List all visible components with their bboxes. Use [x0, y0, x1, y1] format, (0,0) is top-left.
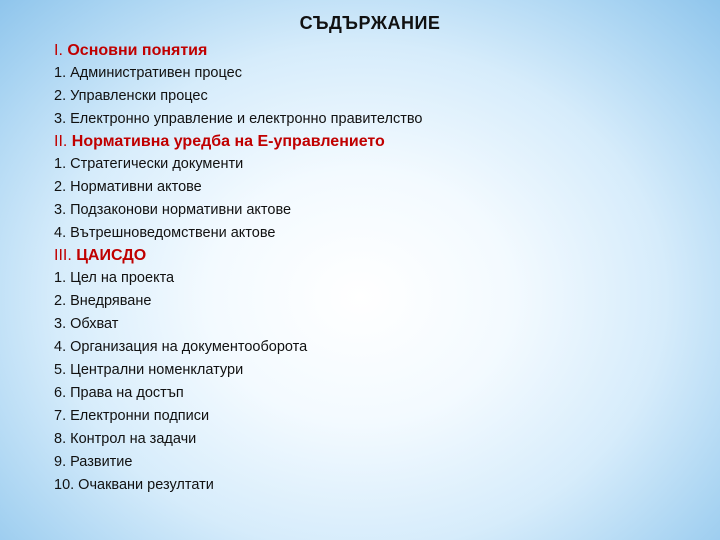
section-2 [54, 131, 694, 245]
table-of-contents [54, 40, 694, 497]
list-item: 1. Стратегически документи [54, 156, 244, 172]
list-item: 3. Обхват [54, 316, 119, 332]
slide-title: СЪДЪРЖАНИЕ [299, 13, 441, 33]
section-heading [54, 40, 694, 62]
list-item: 1. Административен процес [54, 65, 242, 81]
list-item: 5. Централни номенклатури [54, 362, 244, 378]
list-item: 4. Организация на документооборота [54, 339, 308, 355]
section-title: Нормативна уредба на Е-управлението [71, 133, 385, 150]
list-item: 4. Вътрешноведомствени актове [54, 225, 276, 241]
list-item: 2. Внедряване [54, 293, 152, 309]
section-number: III. [54, 247, 72, 264]
section-title: ЦАИСДО [76, 247, 147, 264]
list-item: 3. Подзаконови нормативни актове [54, 202, 292, 218]
section-3 [54, 245, 694, 497]
section-heading [54, 245, 694, 267]
list-item: 2. Управленски процес [54, 88, 208, 104]
section-1 [54, 40, 694, 131]
list-item: 1. Цел на проекта [54, 270, 175, 286]
list-item: 7. Електронни подписи [54, 408, 210, 424]
section-number: II. [54, 133, 68, 150]
list-item: 8. Контрол на задачи [54, 431, 197, 447]
section-title: Основни понятия [67, 42, 208, 59]
list-item: 10. Очаквани резултати [54, 477, 214, 493]
section-heading [54, 131, 694, 153]
list-item: 3. Електронно управление и електронно правителство [54, 111, 423, 127]
list-item: 2. Нормативни актове [54, 179, 202, 195]
section-number: I. [54, 42, 63, 59]
list-item: 9. Развитие [54, 454, 133, 470]
list-item: 6. Права на достъп [54, 385, 184, 401]
